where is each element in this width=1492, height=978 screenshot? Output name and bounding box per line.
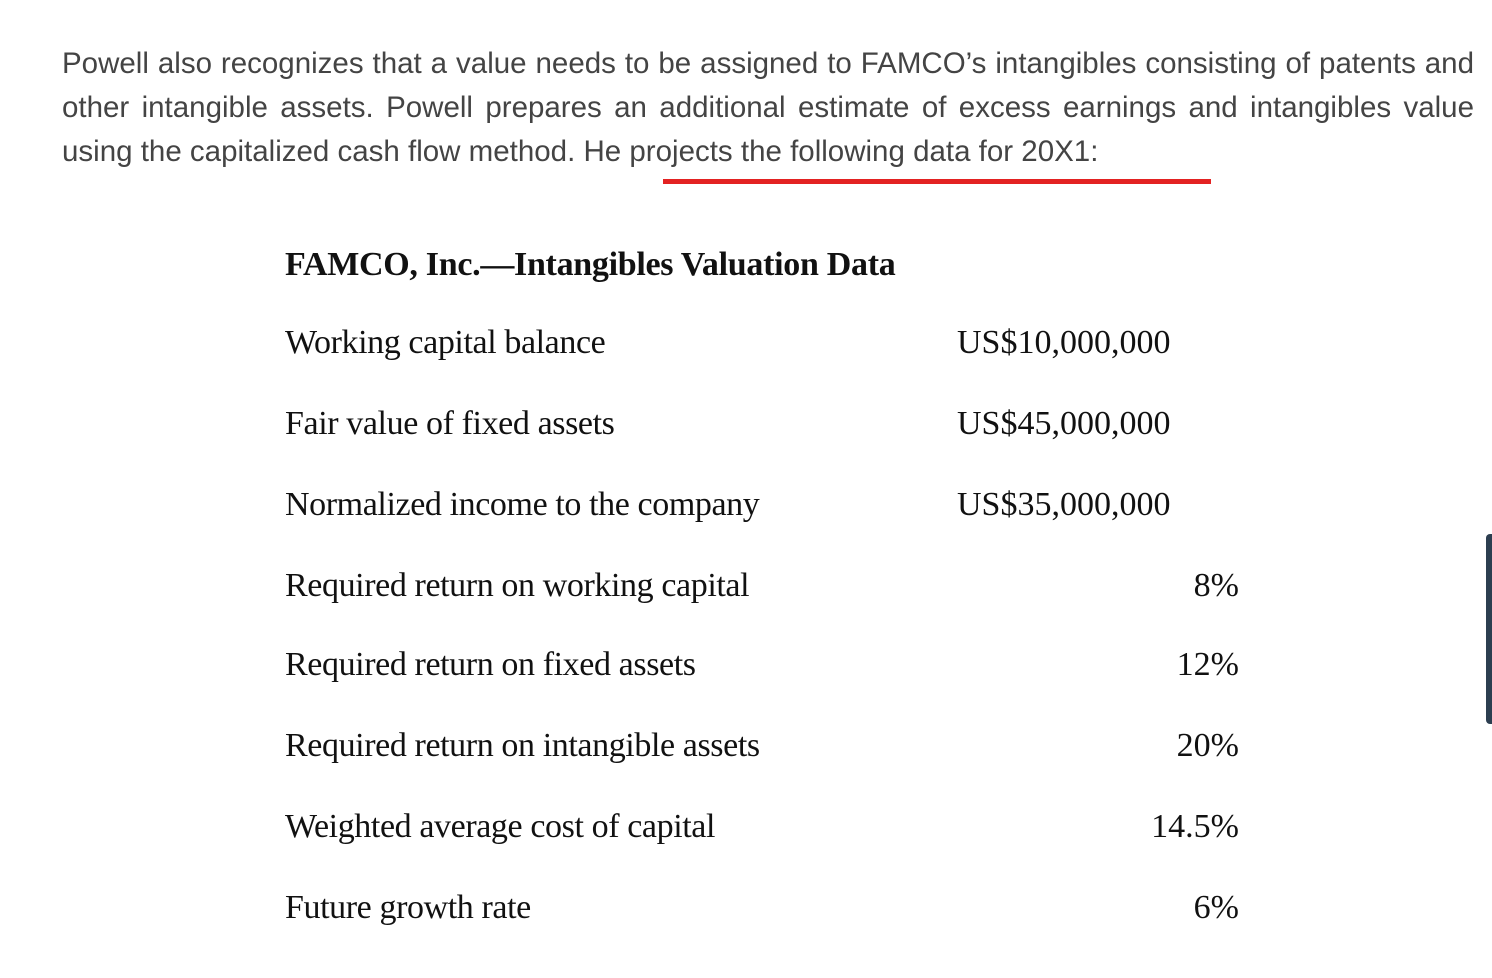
row-value: US$35,000,000 — [957, 486, 1171, 523]
intro-highlighted-text: He projects the following data for 20X1: — [583, 135, 1099, 168]
row-label: Required return on working capital — [285, 567, 750, 604]
red-underline-annotation — [663, 179, 1211, 184]
table-row — [285, 802, 1245, 852]
row-label: Working capital balance — [285, 324, 606, 361]
row-label: Required return on fixed assets — [285, 646, 696, 683]
row-value: 20% — [1176, 727, 1239, 764]
table-row — [285, 399, 1245, 449]
table-row — [285, 480, 1245, 530]
row-value: 6% — [1193, 889, 1239, 926]
row-label: Fair value of fixed assets — [285, 405, 615, 442]
row-label: Required return on intangible assets — [285, 727, 760, 764]
row-value: 8% — [1193, 567, 1239, 604]
table-row — [285, 883, 1245, 933]
row-value: 14.5% — [1151, 808, 1239, 845]
row-value: US$45,000,000 — [957, 405, 1171, 442]
row-label: Future growth rate — [285, 889, 531, 926]
row-label: Weighted average cost of capital — [285, 808, 716, 845]
row-value: 12% — [1176, 646, 1239, 683]
table-row — [285, 640, 1245, 690]
valuation-data-table — [285, 240, 1245, 926]
table-row — [285, 561, 1245, 611]
table-row — [285, 721, 1245, 771]
row-label: Normalized income to the company — [285, 486, 760, 523]
table-title: FAMCO, Inc.—Intangibles Valuation Data — [285, 246, 896, 283]
intro-paragraph — [62, 42, 1474, 174]
row-value: US$10,000,000 — [957, 324, 1171, 361]
scroll-handle[interactable] — [1486, 534, 1492, 724]
table-row — [285, 318, 1245, 368]
intro-text: Powell also recognizes that a value needs to be assigned to FAMCO’s intangibles consisting of patents and other intangible assets. Powell prepares an additional estimate of excess earnings and intangibles value using the capitalized cash flow method. — [62, 47, 1474, 168]
